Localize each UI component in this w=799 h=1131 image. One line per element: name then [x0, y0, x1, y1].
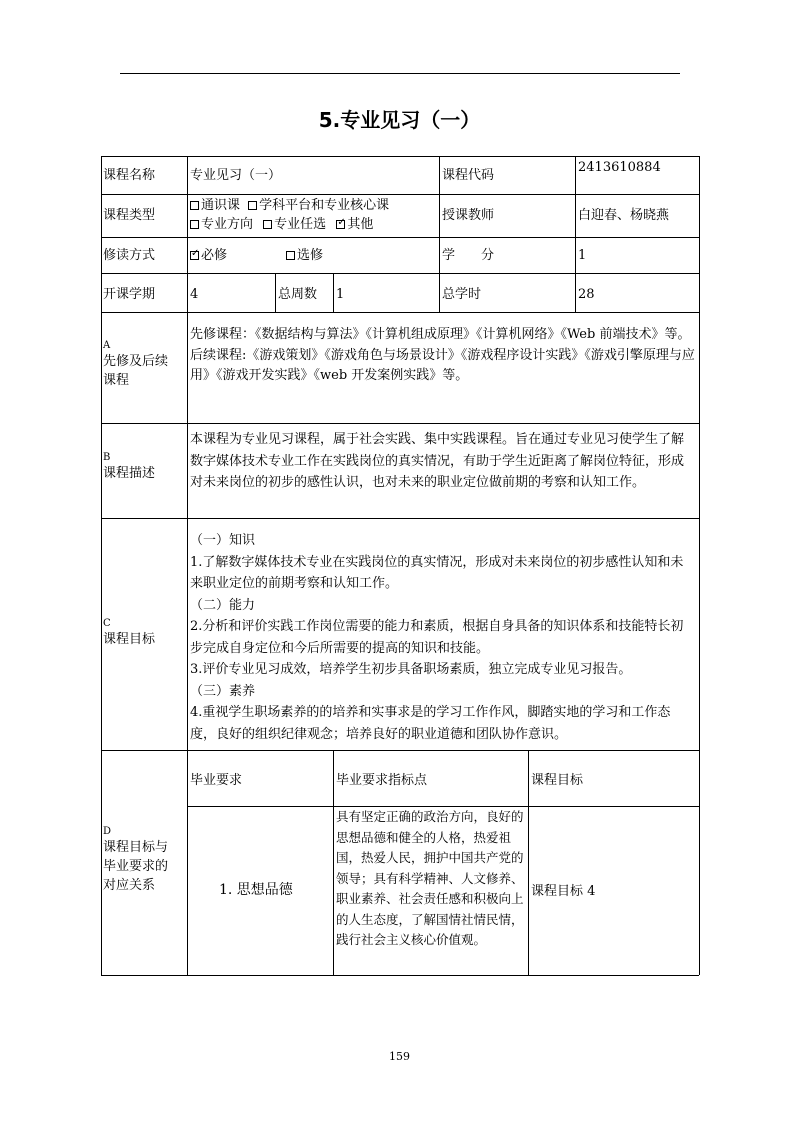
hours-label: 总学时 — [442, 287, 482, 302]
header-graduation-requirement: 毕业要求 — [190, 773, 243, 788]
checkbox-icon — [263, 220, 272, 229]
section-c-label-text: 课程目标 — [103, 632, 156, 647]
objective-line: 2.分析和评价实践工作岗位需要的能力和素质，根据自身具备的知识体系和技能特长初步完成自身定位和今后所需要的提高的知识和技能。 — [190, 619, 684, 656]
checkbox-icon — [286, 251, 295, 260]
course-name-label: 课程名称 — [103, 168, 156, 183]
requirement-indicator-text: 具有坚定正确的政治方向，良好的思想品德和健全的人格，热爱祖国，热爱人民，拥护中国共产党的领导；具有科学精神、人文修养、职业素养、社会责任感和积极向上的人生态度，了解国情社情民情，践行社会主义核心价值观。 — [336, 809, 524, 947]
section-c-label — [103, 618, 185, 649]
header-requirement-indicator: 毕业要求指标点 — [336, 773, 428, 788]
mode-option-required[interactable] — [190, 246, 227, 265]
table-row-divider — [101, 750, 699, 751]
course-type-label: 课程类型 — [103, 208, 156, 223]
teacher-label: 授课教师 — [442, 208, 495, 223]
checked-checkbox-icon — [336, 220, 345, 229]
table-col-divider — [275, 273, 276, 312]
section-letter: C — [103, 618, 111, 629]
course-objectives — [190, 530, 696, 745]
objective-line: （一）知识 — [190, 533, 256, 548]
table-col-divider — [333, 750, 334, 975]
semester-value: 4 — [190, 287, 199, 302]
credit-label: 学 分 — [442, 248, 495, 263]
table-col-divider — [333, 273, 334, 312]
table-border-right — [699, 156, 700, 975]
teacher-value: 白迎春、杨晓燕 — [578, 208, 670, 223]
section-letter: B — [103, 452, 111, 463]
section-a-label-line: 先修及后续 — [103, 354, 169, 369]
followup-courses: 后续课程:《游戏策划》《游戏角色与场景设计》《游戏程序设计实践》《游戏引擎原理与应用》《游戏开发实践》《web 开发案例实践》等。 — [190, 347, 695, 383]
type-option-general[interactable] — [190, 198, 240, 213]
objective-line: （二）能力 — [190, 597, 256, 613]
section-b-label-text: 课程描述 — [103, 466, 156, 481]
table-row-divider — [101, 273, 699, 274]
course-name-value: 专业见习（一） — [190, 168, 282, 183]
course-type-options — [190, 196, 438, 234]
mode-option-label: 选修 — [297, 248, 324, 263]
page-title: 5.专业见习（一） — [318, 108, 481, 132]
table-col-divider — [187, 156, 188, 975]
table-border-bottom — [101, 975, 699, 976]
table-row-divider — [101, 194, 699, 195]
course-type-line-2 — [190, 215, 438, 234]
section-a-label — [103, 340, 185, 390]
table-border-top — [101, 156, 699, 157]
credit-value: 1 — [578, 248, 587, 263]
table-col-divider — [575, 156, 576, 312]
table-row-divider — [101, 237, 699, 238]
study-mode-label: 修读方式 — [103, 248, 156, 263]
type-option-label: 其他 — [347, 217, 374, 232]
mapped-course-objective: 课程目标 4 — [531, 884, 596, 899]
type-option-label: 专业任选 — [274, 217, 327, 232]
checkbox-icon — [190, 220, 199, 229]
section-d-label-line: 毕业要求的 — [103, 859, 169, 874]
requirement-name: 1. 思想品德 — [219, 882, 293, 898]
section-d-label-line: 对应关系 — [103, 878, 156, 893]
section-d-label-line: 课程目标与 — [103, 840, 169, 855]
objective-line: （三）素养 — [190, 683, 256, 699]
table-row-divider — [101, 312, 699, 313]
type-option-core[interactable] — [248, 198, 389, 213]
type-option-other[interactable] — [336, 217, 373, 232]
table-border-left — [101, 156, 102, 975]
type-option-label: 学科平台和专业核心课 — [259, 198, 390, 213]
table-col-divider — [439, 156, 440, 312]
section-d-label — [103, 826, 185, 895]
mode-option-elective[interactable] — [286, 246, 323, 265]
course-code-label: 课程代码 — [442, 168, 495, 183]
course-type-line-1 — [190, 196, 438, 215]
checked-checkbox-icon — [190, 251, 199, 260]
section-b-label — [103, 452, 185, 483]
section-letter: D — [103, 826, 112, 837]
table-row-divider — [101, 423, 699, 424]
type-option-label: 通识课 — [201, 198, 241, 213]
table-col-divider — [528, 750, 529, 975]
type-option-elective[interactable] — [263, 217, 326, 232]
mode-option-label: 必修 — [201, 248, 228, 263]
weeks-value: 1 — [336, 287, 345, 302]
semester-label: 开课学期 — [103, 287, 156, 302]
type-option-direction[interactable] — [190, 217, 253, 232]
table-row-divider — [101, 518, 699, 519]
section-a-label-line: 课程 — [103, 373, 130, 388]
prerequisite-courses: 先修课程：《数据结构与算法》《计算机组成原理》《计算机网络》《Web 前端技术》等。 — [190, 327, 691, 342]
checkbox-icon — [190, 201, 199, 210]
page-number: 159 — [389, 1050, 410, 1063]
objective-line: 1.了解数字媒体技术专业在实践岗位的真实情况，形成对未来岗位的初步感性认知和未来职业定位的前期考察和认知工作。 — [190, 554, 684, 591]
course-description: 本课程为专业见习课程，属于社会实践、集中实践课程。旨在通过专业见习使学生了解数字媒体技术专业工作在实践岗位的真实情况，有助于学生近距离了解岗位特征，形成对未来岗位的初步的感性认识，也对未来的职业定位做前期的考察和认知工作。 — [190, 432, 685, 490]
header-course-objective: 课程目标 — [531, 773, 584, 788]
section-letter: A — [103, 340, 111, 351]
course-code-value: 2413610884 — [578, 160, 661, 175]
objective-line: 3.评价专业见习成效，培养学生初步具备职场素质，独立完成专业见习报告。 — [190, 662, 632, 677]
header-rule — [120, 73, 680, 74]
weeks-label: 总周数 — [278, 287, 318, 302]
type-option-label: 专业方向 — [201, 217, 254, 232]
objective-line: 4.重视学生职场素养的的培养和实事求是的学习工作作风，脚踏实地的学习和工作态度，良好的组织纪律观念；培养良好的职业道德和团队协作意识。 — [190, 705, 671, 742]
section-a-content — [190, 325, 696, 387]
hours-value: 28 — [578, 287, 595, 302]
checkbox-icon — [248, 201, 257, 210]
